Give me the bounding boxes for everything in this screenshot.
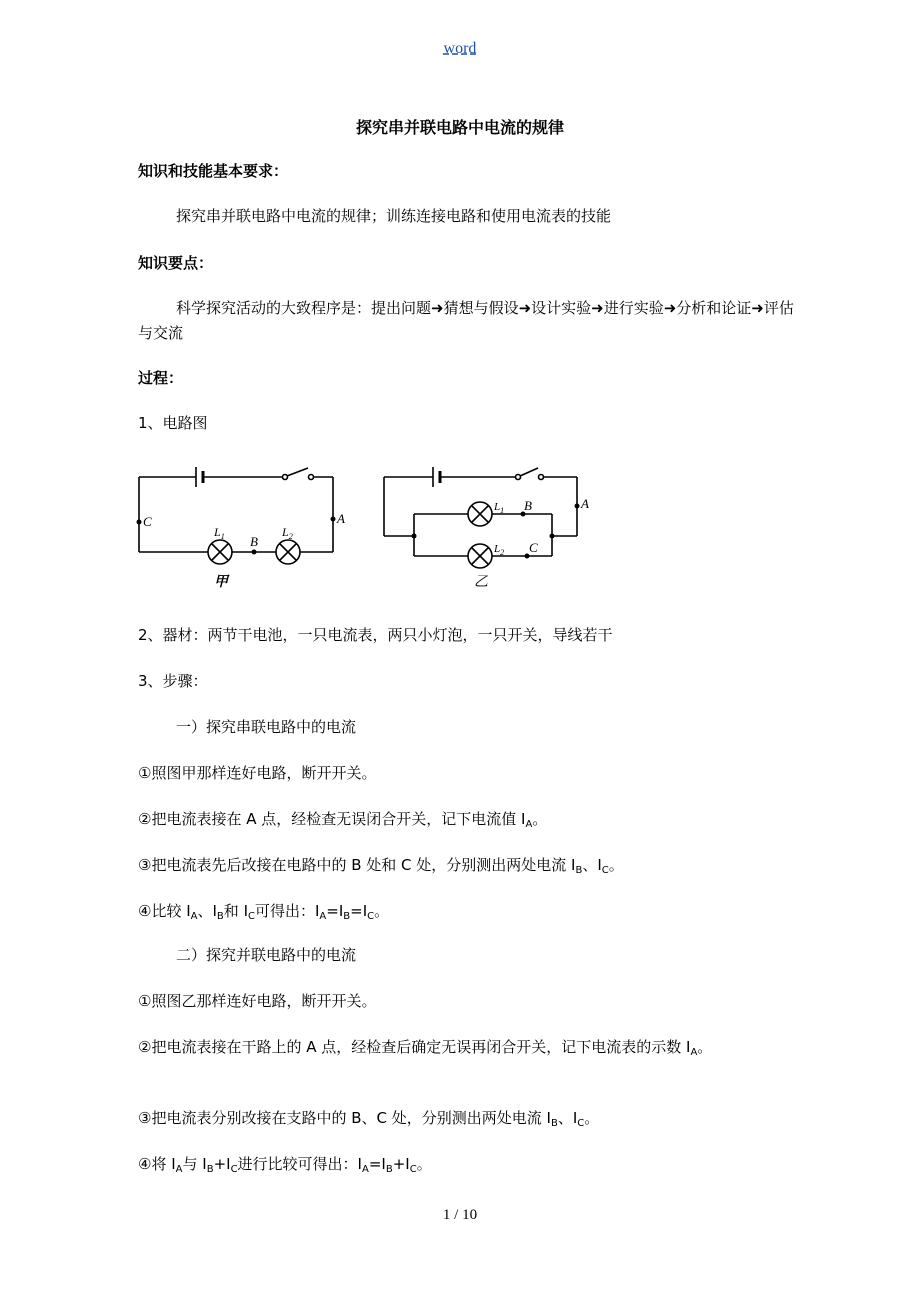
series-circuit-diagram <box>139 467 333 564</box>
parallel-label-a: A <box>581 496 589 511</box>
series-circuit-nodes <box>137 517 336 555</box>
page-number: 1 / 10 <box>442 1207 478 1223</box>
series-label-l2: $L_2$ <box>282 525 293 541</box>
parallel-step-3: ③把电流表分别改接在支路中的 B、C 处，分别测出两处电流 $I_B$、$I_C$。 <box>138 1109 600 1129</box>
parallel-circuit-diagram <box>384 467 577 568</box>
series-label-b: B <box>250 534 258 549</box>
series-heading: 一）探究串联电路中的电流 <box>176 718 357 736</box>
series-label-c: C <box>143 514 152 529</box>
series-diagram-caption: 甲 <box>214 574 228 590</box>
knowledge-heading: 知识和技能基本要求： <box>138 162 289 180</box>
parallel-label-c: C <box>529 540 538 555</box>
series-step-1: ①照图甲那样连好电路，断开开关。 <box>138 764 377 782</box>
series-label-l1: $L_1$ <box>214 525 225 541</box>
process-item-circuit: 1、电路图 <box>138 414 208 432</box>
parallel-junction-right <box>550 534 555 539</box>
parallel-step-1: ①照图乙那样连好电路，断开开关。 <box>138 992 377 1010</box>
knowledge-text: 探究串并联电路中电流的规律；训练连接电路和使用电流表的技能 <box>176 207 612 225</box>
points-heading: 知识要点： <box>138 254 214 272</box>
process-item-steps: 3、步骤： <box>138 672 208 690</box>
header-link[interactable]: word <box>443 40 477 57</box>
process-heading: 过程： <box>138 369 184 387</box>
series-step-4: ④比较 $I_A$、$I_B$和 $I_C$可得出：$I_A=I_B=I_C$。 <box>138 902 390 922</box>
series-step-3: ③把电流表先后改接在电路中的 B 处和 C 处，分别测出两处电流 $I_B$、$I_C$。 <box>138 856 624 876</box>
process-item-materials: 2、器材：两节干电池，一只电流表，两只小灯泡，一只开关，导线若干 <box>138 626 613 644</box>
parallel-diagram-caption: 乙 <box>474 574 488 590</box>
series-step-2: ②把电流表接在 A 点，经检查无误闭合开关，记下电流值 $I_A$。 <box>138 810 548 830</box>
parallel-junction-left <box>412 534 417 539</box>
parallel-label-b: B <box>524 498 532 513</box>
series-label-a: A <box>337 511 345 526</box>
parallel-heading: 二）探究并联电路中的电流 <box>176 946 357 964</box>
parallel-label-l1: $L_1$ <box>494 501 505 515</box>
series-node-b <box>252 550 257 555</box>
points-text: 科学探究活动的大致程序是：提出问题➜猜想与假设➜设计实验➜进行实验➜分析和论证➜评估与交流 <box>138 299 794 342</box>
series-node-c <box>137 520 142 525</box>
circuit-diagrams <box>130 452 600 597</box>
parallel-label-l2: $L_2$ <box>494 543 505 557</box>
parallel-step-2: ②把电流表接在干路上的 A 点，经检查后确定无误再闭合开关，记下电流表的示数 $I_A$。 <box>138 1038 713 1058</box>
parallel-step-4: ④将 $I_A$与 $I_B+I_C$进行比较可得出：$I_A=I_B+I_C$。 <box>138 1155 432 1175</box>
series-node-a <box>331 517 336 522</box>
page-title: 探究串并联电路中电流的规律 <box>355 118 564 137</box>
parallel-node-a <box>575 504 580 509</box>
